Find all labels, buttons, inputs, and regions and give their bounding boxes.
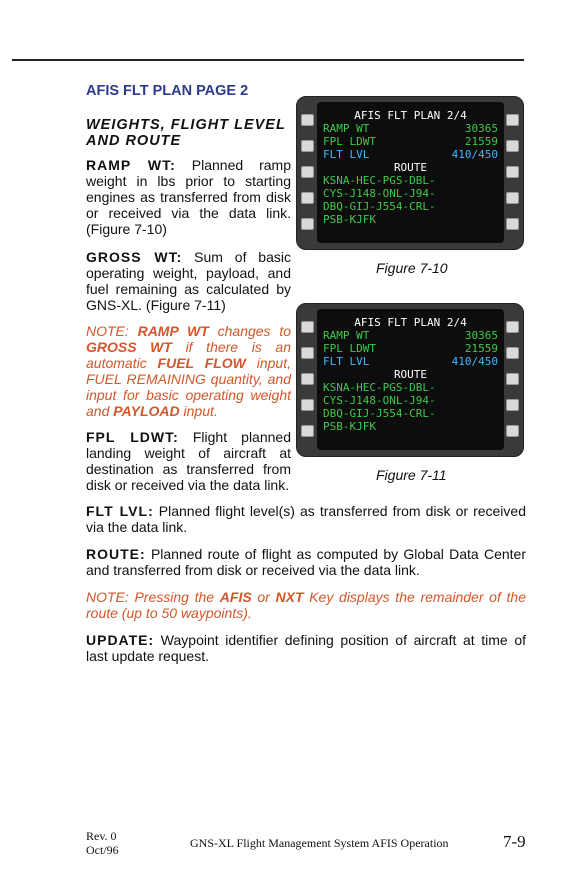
note1-text-1: NOTE: [86, 323, 138, 339]
flt-lvl-label: FLT LVL [323, 148, 370, 161]
line-select-key-l4[interactable] [301, 399, 314, 411]
update-text: Waypoint identifier defining position of aircraft at time of last update request. [86, 632, 526, 664]
figure-7-11-caption: Figure 7-11 [376, 467, 447, 483]
line-select-key-r4[interactable] [506, 192, 519, 204]
ramp-wt-label: RAMP WT [323, 329, 370, 342]
fpl-ldwt-value: 21559 [464, 342, 498, 355]
flt-lvl-label: FLT LVL [323, 355, 370, 368]
fpl-ldwt-term: FPL LDWT: [86, 429, 179, 445]
route-line-2: CYS-J148-ONL-J94- [323, 394, 436, 407]
flt-lvl-paragraph [86, 503, 526, 535]
flt-lvl-row [323, 148, 498, 161]
route-paragraph [86, 546, 526, 578]
fpl-ldwt-label: FPL LDWT [323, 342, 376, 355]
line-select-key-l5[interactable] [301, 218, 314, 230]
note-ramp-wt [86, 323, 291, 419]
gross-wt-term: GROSS WT: [86, 249, 183, 265]
note2-text-1: NOTE: Pressing the [86, 589, 220, 605]
page-number: 7-9 [503, 832, 526, 851]
flt-lvl-row [323, 355, 498, 368]
line-select-key-l1[interactable] [301, 321, 314, 333]
line-select-key-l4[interactable] [301, 192, 314, 204]
gross-wt-paragraph [86, 249, 291, 313]
update-paragraph [86, 632, 526, 664]
line-select-key-r5[interactable] [506, 218, 519, 230]
cdu-screen [317, 309, 504, 450]
subheading: WEIGHTS, FLIGHT LEVEL AND ROUTE [86, 117, 286, 149]
line-select-key-l3[interactable] [301, 166, 314, 178]
ramp-wt-term: RAMP WT: [86, 157, 176, 173]
route-line-3: DBQ-GIJ-J554-CRL- [323, 200, 436, 213]
line-select-key-r3[interactable] [506, 166, 519, 178]
line-select-key-l2[interactable] [301, 347, 314, 359]
line-select-key-r2[interactable] [506, 140, 519, 152]
route-line-3: DBQ-GIJ-J554-CRL- [323, 407, 436, 420]
note2-bold-afis: AFIS [219, 589, 252, 605]
top-rule [12, 59, 524, 61]
fpl-ldwt-row [323, 135, 498, 148]
ramp-wt-value: 30365 [464, 329, 498, 342]
flt-lvl-text: Planned flight level(s) as transferred from disk or received via the data link. [86, 503, 526, 535]
fpl-ldwt-paragraph [86, 429, 291, 493]
footer-revision [86, 829, 119, 857]
ramp-wt-row [323, 122, 498, 135]
line-select-key-l2[interactable] [301, 140, 314, 152]
ramp-wt-text: Planned ramp weight in lbs prior to starting engines as transferred from disk or received via the data link. (Figure 7-10) [86, 157, 292, 237]
route-term: ROUTE: [86, 546, 146, 562]
route-text: Planned route of flight as computed by Global Data Center and transferred from disk or received via the data link. [86, 546, 526, 578]
line-select-key-r1[interactable] [506, 321, 519, 333]
update-term: UPDATE: [86, 632, 155, 648]
figure-7-10-caption: Figure 7-10 [376, 260, 448, 276]
line-select-key-r4[interactable] [506, 399, 519, 411]
note1-bold-fuel-flow: FUEL FLOW [157, 355, 246, 371]
route-line-4: PSB-KJFK [323, 420, 376, 433]
footer-date: Oct/96 [86, 843, 119, 857]
note1-bold-payload: PAYLOAD [113, 403, 180, 419]
fpl-ldwt-row [323, 342, 498, 355]
flt-lvl-term: FLT LVL: [86, 503, 154, 519]
fpl-ldwt-label: FPL LDWT [323, 135, 376, 148]
note2-text-3: Key displays the remainder of the route (up to 50 waypoints). [86, 589, 527, 621]
flt-lvl-value: 410/450 [451, 355, 498, 368]
ramp-wt-paragraph [86, 157, 291, 237]
ramp-wt-value: 30365 [464, 122, 498, 135]
note2-bold-nxt: NXT [275, 589, 304, 605]
flt-lvl-value: 410/450 [451, 148, 498, 161]
route-header: ROUTE [393, 368, 428, 381]
cdu-figure-7-10 [296, 96, 524, 250]
note2-text-2: or [251, 589, 276, 605]
footer-title: GNS-XL Flight Management System AFIS Operation [190, 836, 449, 850]
route-header: ROUTE [393, 161, 428, 174]
footer-rev: Rev. 0 [86, 829, 117, 843]
line-select-key-l3[interactable] [301, 373, 314, 385]
screen-title: AFIS FLT PLAN 2/4 [354, 109, 467, 122]
note-afis-key [86, 589, 526, 621]
note1-text-3: if there is an automatic [86, 339, 291, 371]
note1-bold-ramp-wt: RAMP WT [137, 323, 209, 339]
cdu-screen [317, 102, 504, 243]
gross-wt-text: Sum of basic operating weight, payload, and fuel remaining as calculated by GNS-XL. (Figure 7-11) [86, 249, 291, 313]
ramp-wt-label: RAMP WT [323, 122, 370, 135]
fpl-ldwt-value: 21559 [464, 135, 498, 148]
cdu-figure-7-11 [296, 303, 524, 457]
note1-bold-gross-wt: GROSS WT [86, 339, 172, 355]
line-select-key-r2[interactable] [506, 347, 519, 359]
line-select-key-l1[interactable] [301, 114, 314, 126]
line-select-key-r3[interactable] [506, 373, 519, 385]
screen-title: AFIS FLT PLAN 2/4 [354, 316, 467, 329]
note1-text-5: input. [179, 403, 218, 419]
note1-text-4: input, FUEL REMAINING quantity, and input for basic operating weight and [86, 355, 291, 419]
line-select-key-r5[interactable] [506, 425, 519, 437]
route-line-1: KSNA-HEC-PGS-DBL- [323, 381, 436, 394]
route-line-2: CYS-J148-ONL-J94- [323, 187, 436, 200]
ramp-wt-row [323, 329, 498, 342]
section-title: AFIS FLT PLAN PAGE 2 [86, 83, 249, 99]
route-line-4: PSB-KJFK [323, 213, 376, 226]
route-line-1: KSNA-HEC-PGS-DBL- [323, 174, 436, 187]
line-select-key-r1[interactable] [506, 114, 519, 126]
line-select-key-l5[interactable] [301, 425, 314, 437]
note1-text-2: changes to [208, 323, 292, 339]
fpl-ldwt-text: Flight planned landing weight of aircraft at destination as transferred from disk or received via the data link. [86, 429, 291, 493]
